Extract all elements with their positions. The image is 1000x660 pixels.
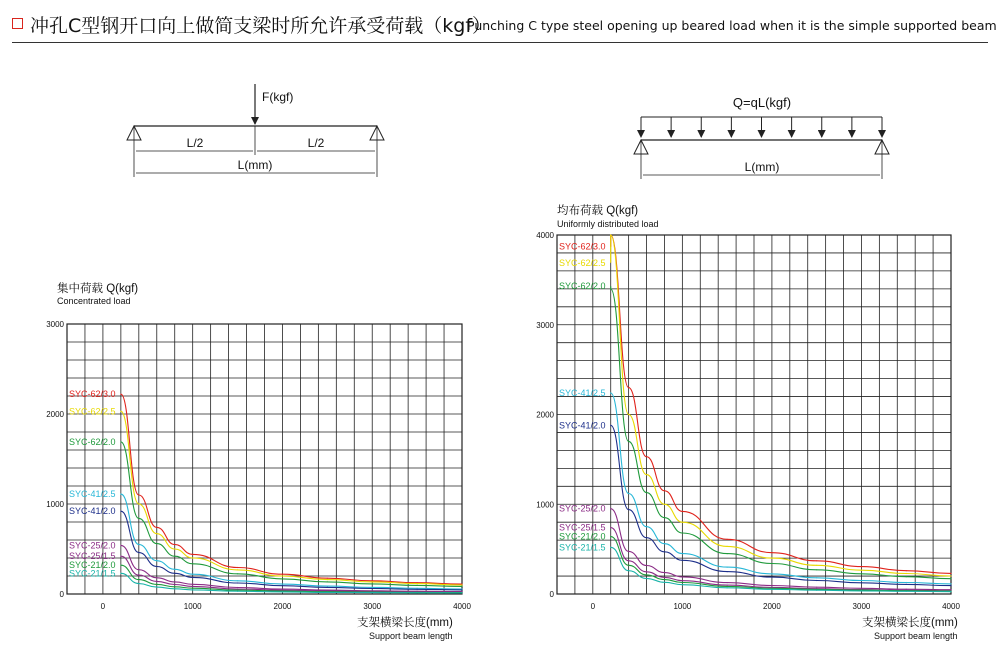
data-point	[120, 511, 121, 512]
x-tick-label: 4000	[942, 602, 960, 611]
data-point	[174, 573, 175, 574]
data-point	[628, 387, 629, 388]
data-point	[628, 551, 629, 552]
data-point	[282, 589, 283, 590]
data-point	[682, 576, 683, 577]
data-point	[282, 578, 283, 579]
data-point	[120, 411, 121, 412]
x-tick-label: 3000	[363, 602, 382, 611]
data-point	[950, 591, 951, 592]
data-point	[664, 572, 665, 573]
y-tick-label: 1000	[46, 500, 64, 509]
data-point	[664, 577, 665, 578]
data-point	[174, 588, 175, 589]
data-point	[664, 490, 665, 491]
data-point	[646, 574, 647, 575]
data-point	[192, 589, 193, 590]
data-point	[771, 589, 772, 590]
data-point	[646, 492, 647, 493]
data-point	[682, 580, 683, 581]
data-point	[192, 584, 193, 585]
data-point	[237, 587, 238, 588]
data-point	[138, 583, 139, 584]
data-point	[682, 584, 683, 585]
data-point	[950, 583, 951, 584]
y-tick-label: 4000	[536, 231, 554, 240]
data-point	[861, 573, 862, 574]
data-point	[816, 565, 817, 566]
data-point	[727, 567, 728, 568]
data-point	[950, 578, 951, 579]
data-point	[664, 551, 665, 552]
data-point	[192, 563, 193, 564]
data-point	[174, 581, 175, 582]
data-point	[237, 588, 238, 589]
data-point	[628, 493, 629, 494]
data-point	[861, 580, 862, 581]
data-point	[282, 585, 283, 586]
data-point	[664, 582, 665, 583]
data-point	[372, 587, 373, 588]
data-point	[327, 586, 328, 587]
data-point	[138, 494, 139, 495]
data-point	[120, 441, 121, 442]
data-point	[138, 518, 139, 519]
data-point	[727, 571, 728, 572]
data-point	[816, 587, 817, 588]
series-label: SYC-41/2.5	[559, 387, 606, 398]
series-label: SYC-62/2.5	[69, 406, 116, 417]
x-axis-label: 支架横梁长度(mm)	[862, 617, 958, 629]
data-point	[950, 575, 951, 576]
data-point	[628, 560, 629, 561]
data-point	[372, 580, 373, 581]
data-point	[646, 565, 647, 566]
load-label: Q=qL(kgf)	[732, 95, 792, 110]
data-point	[816, 580, 817, 581]
data-point	[156, 581, 157, 582]
data-point	[282, 591, 283, 592]
data-point	[237, 567, 238, 568]
data-point	[906, 573, 907, 574]
data-point	[372, 592, 373, 593]
x-axis-label-en: Support beam length	[369, 631, 453, 641]
data-point	[120, 556, 121, 557]
y-tick-label: 1000	[536, 500, 554, 510]
dim-label-half-left: L/2	[186, 136, 204, 150]
series-label: SYC-21/1.5	[69, 568, 116, 579]
data-point	[628, 441, 629, 442]
data-point	[120, 565, 121, 566]
series-label: SYC-25/2.0	[559, 503, 606, 514]
data-point	[646, 578, 647, 579]
data-point	[120, 573, 121, 574]
data-point	[156, 560, 157, 561]
page-title-cn: 冲孔C型钢开口向上做简支梁时所允许承受荷载（kgf）	[30, 15, 492, 37]
data-point	[816, 569, 817, 570]
force-label: F(kgf)	[262, 90, 294, 104]
data-point	[174, 544, 175, 545]
data-point	[861, 582, 862, 583]
series-line	[121, 511, 462, 590]
data-point	[610, 536, 611, 537]
data-point	[417, 592, 418, 593]
data-point	[950, 585, 951, 586]
chart-title: 集中荷载 Q(kgf)	[57, 283, 139, 295]
data-point	[120, 545, 121, 546]
series-line	[611, 235, 951, 576]
data-point	[192, 577, 193, 578]
data-point	[727, 553, 728, 554]
data-point	[610, 392, 611, 393]
data-point	[771, 563, 772, 564]
data-point	[682, 522, 683, 523]
data-point	[628, 414, 629, 415]
data-point	[610, 425, 611, 426]
data-point	[727, 582, 728, 583]
dim-label-length: L(mm)	[744, 160, 780, 174]
data-point	[282, 584, 283, 585]
data-point	[174, 548, 175, 549]
x-tick-label: 0	[590, 602, 596, 611]
x-axis-label-en: Support beam length	[874, 631, 958, 641]
series-label: SYC-62/3.0	[69, 389, 116, 400]
data-point	[664, 543, 665, 544]
series-label: SYC-21/2.0	[559, 531, 606, 542]
data-point	[192, 557, 193, 558]
series-label: SYC-41/2.5	[69, 489, 116, 500]
data-point	[861, 566, 862, 567]
data-point	[628, 509, 629, 510]
data-point	[771, 552, 772, 553]
series-line	[611, 425, 951, 585]
data-point	[861, 588, 862, 589]
data-point	[727, 546, 728, 547]
data-point	[237, 590, 238, 591]
data-point	[192, 554, 193, 555]
dim-label-half-right: L/2	[307, 136, 325, 150]
data-point	[646, 526, 647, 527]
data-point	[372, 583, 373, 584]
page-title-en: Punching C type steel opening up beared load when it is the simple supported beam	[467, 18, 997, 33]
series-line	[611, 547, 951, 591]
y-tick-label: 0	[59, 590, 64, 599]
data-point	[417, 589, 418, 590]
data-point	[174, 584, 175, 585]
data-point	[861, 590, 862, 591]
data-point	[156, 577, 157, 578]
data-point	[192, 586, 193, 587]
data-point	[237, 580, 238, 581]
data-point	[417, 585, 418, 586]
data-point	[950, 573, 951, 574]
series-label: SYC-62/2.0	[559, 281, 606, 292]
series-line	[611, 235, 951, 573]
y-tick-label: 0	[549, 590, 554, 599]
point-load-diagram	[127, 84, 384, 177]
x-tick-label: 1000	[673, 602, 692, 611]
data-point	[327, 592, 328, 593]
series-label: SYC-62/2.5	[559, 257, 606, 268]
data-point	[372, 588, 373, 589]
data-point	[816, 590, 817, 591]
data-point	[120, 494, 121, 495]
data-point	[628, 570, 629, 571]
data-point	[120, 394, 121, 395]
y-tick-label: 2000	[46, 410, 64, 419]
data-point	[138, 503, 139, 504]
data-point	[610, 547, 611, 548]
data-point	[174, 586, 175, 587]
data-point	[237, 591, 238, 592]
y-tick-label: 2000	[536, 410, 554, 420]
distributed-load-diagram	[634, 95, 889, 179]
series-line	[121, 411, 462, 585]
data-point	[156, 566, 157, 567]
y-tick-label: 3000	[536, 320, 554, 330]
data-point	[610, 234, 611, 235]
data-point	[906, 570, 907, 571]
x-tick-label: 2000	[763, 602, 781, 611]
data-point	[682, 532, 683, 533]
y-tick-label: 3000	[46, 320, 64, 329]
data-point	[610, 288, 611, 289]
data-point	[417, 583, 418, 584]
series-label: SYC-25/2.0	[69, 540, 116, 551]
data-point	[138, 552, 139, 553]
data-point	[327, 579, 328, 580]
data-point	[156, 543, 157, 544]
x-tick-label: 4000	[453, 602, 471, 611]
data-point	[610, 527, 611, 528]
data-point	[461, 589, 462, 590]
series-label: SYC-41/2.0	[69, 506, 116, 517]
data-point	[906, 591, 907, 592]
data-point	[664, 504, 665, 505]
data-point	[906, 584, 907, 585]
data-point	[192, 574, 193, 575]
dim-label-length: L(mm)	[237, 158, 273, 172]
series-label: SYC-41/2.0	[559, 420, 606, 431]
series-label: SYC-62/2.0	[69, 436, 116, 447]
distributed-load-chart	[536, 203, 960, 641]
chart-subtitle: Uniformly distributed load	[557, 219, 659, 229]
x-axis-label: 支架横梁长度(mm)	[357, 617, 453, 629]
data-point	[174, 556, 175, 557]
data-point	[727, 539, 728, 540]
data-point	[156, 587, 157, 588]
data-point	[461, 586, 462, 587]
x-tick-label: 2000	[273, 602, 292, 611]
series-label: SYC-25/1.5	[559, 522, 606, 533]
data-point	[372, 581, 373, 582]
series-line	[121, 442, 462, 587]
data-point	[727, 586, 728, 587]
x-tick-label: 3000	[852, 602, 871, 611]
series-label: SYC-25/1.5	[69, 551, 116, 562]
chart-subtitle: Concentrated load	[57, 296, 131, 306]
data-point	[664, 579, 665, 580]
data-point	[664, 517, 665, 518]
data-point	[628, 565, 629, 566]
data-point	[816, 560, 817, 561]
series-label: SYC-21/2.0	[69, 560, 116, 571]
data-point	[138, 569, 139, 570]
data-point	[646, 456, 647, 457]
data-point	[861, 570, 862, 571]
data-point	[156, 527, 157, 528]
data-point	[682, 553, 683, 554]
data-point	[771, 577, 772, 578]
data-point	[771, 558, 772, 559]
data-point	[682, 582, 683, 583]
data-point	[461, 592, 462, 593]
data-point	[138, 575, 139, 576]
data-point	[646, 571, 647, 572]
data-point	[327, 581, 328, 582]
data-point	[192, 588, 193, 589]
data-point	[682, 511, 683, 512]
load-arrows	[641, 117, 882, 137]
series-line	[611, 393, 951, 584]
data-point	[282, 574, 283, 575]
concentrated-load-chart	[46, 281, 471, 641]
data-point	[327, 587, 328, 588]
series-label: SYC-62/3.0	[559, 241, 606, 252]
data-point	[906, 582, 907, 583]
data-point	[237, 573, 238, 574]
data-point	[816, 577, 817, 578]
data-point	[282, 575, 283, 576]
data-point	[237, 582, 238, 583]
data-point	[138, 544, 139, 545]
data-point	[138, 579, 139, 580]
data-point	[156, 584, 157, 585]
data-point	[727, 585, 728, 586]
data-point	[610, 508, 611, 509]
data-point	[327, 578, 328, 579]
x-tick-label: 1000	[183, 602, 202, 611]
data-point	[682, 560, 683, 561]
data-point	[174, 569, 175, 570]
data-point	[906, 576, 907, 577]
series-label: SYC-21/1.5	[559, 542, 606, 553]
data-point	[237, 569, 238, 570]
chart-title: 均布荷载 Q(kgf)	[557, 205, 639, 217]
data-point	[156, 533, 157, 534]
data-point	[461, 584, 462, 585]
data-point	[646, 537, 647, 538]
data-point	[771, 573, 772, 574]
data-point	[771, 585, 772, 586]
data-point	[727, 587, 728, 588]
data-point	[646, 474, 647, 475]
x-tick-label: 0	[100, 602, 106, 611]
